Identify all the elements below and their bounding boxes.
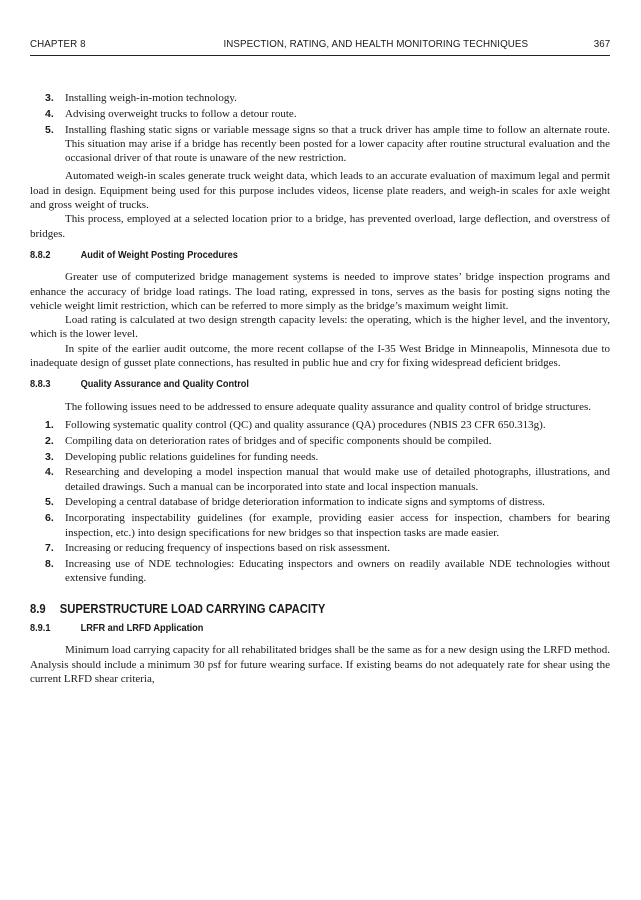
list-number: 3. bbox=[45, 450, 54, 463]
paragraph: Minimum load carrying capacity for all rehabilitated bridges shall be the same as for a new design using the LRFD method. Analysis should include a minimum 30 psf for future wearing surface. If existing beams do not adequately rate for shear using the current LRFD shear criteria, bbox=[30, 644, 610, 685]
list-number: 8. bbox=[45, 558, 54, 571]
list-text: Developing a central database of bridge deterioration information to indicate signs and symptoms of distress. bbox=[65, 496, 545, 509]
section-number: 8.9 bbox=[30, 601, 46, 616]
section-heading-8-9-1 bbox=[30, 622, 564, 636]
list-item bbox=[30, 541, 610, 555]
header-rule bbox=[30, 55, 610, 56]
list-text: Compiling data on deterioration rates of bridges and of specific components should be compiled. bbox=[65, 434, 492, 447]
list-number: 5. bbox=[45, 496, 54, 509]
section-number: 8.9.1 bbox=[30, 623, 51, 634]
list-text: Installing flashing static signs or variable message signs so that a truck driver has ample time to follow an alternate route. This situation may arise if a bridge has recently been posted for a lower capacity after routine structural evaluation and the occasional driver of that route is unaware of the new restriction. bbox=[65, 123, 610, 165]
section-title: SUPERSTRUCTURE LOAD CARRYING CAPACITY bbox=[59, 601, 326, 616]
paragraph: Greater use of computerized bridge management systems is needed to improve states’ bridge inspection programs and enhance the accuracy of bridge load ratings. The load rating, expressed in tons, serves as the basis for posting signs noting the vehicle weight limit restriction, which can be referred to more simply as the bridge’s maximum weight limit. bbox=[30, 271, 610, 312]
page bbox=[30, 38, 611, 685]
list-item bbox=[30, 418, 610, 432]
list-item bbox=[30, 434, 610, 448]
list-detour-measures bbox=[30, 91, 610, 165]
section-number: 8.8.2 bbox=[30, 249, 51, 261]
list-item bbox=[30, 465, 610, 494]
list-number: 4. bbox=[45, 107, 54, 120]
list-text: Increasing use of NDE technologies: Educating inspectors and owners on readily available NDE technologies without extensive funding. bbox=[65, 558, 610, 585]
paragraph: The following issues need to be addressed to ensure adequate quality assurance and quality control of bridge structures. bbox=[65, 400, 592, 413]
section-heading-8-8-2 bbox=[30, 249, 564, 263]
paragraph: In spite of the earlier audit outcome, the more recent collapse of the I-35 West Bridge in Minneapolis, Minnesota due to inadequate design of gusset plate connections, has resulted in public hue and cry for fixing widespread deficient bridges. bbox=[30, 342, 610, 370]
list-text: Incorporating inspectability guidelines (for example, providing easier access for inspection, chambers for bearing inspection, etc.) into design specifications for new bridges so that inspection tasks are made easier. bbox=[65, 512, 610, 539]
list-number: 5. bbox=[45, 123, 54, 136]
section-title: Quality Assurance and Quality Control bbox=[80, 379, 249, 391]
list-text: Following systematic quality control (QC) and quality assurance (QA) procedures (NBIS 23 CFR 650.313g). bbox=[65, 418, 546, 431]
paragraph: This process, employed at a selected location prior to a bridge, has prevented overload, large deflection, and overstress of bridges. bbox=[30, 213, 610, 240]
list-number: 2. bbox=[45, 434, 54, 447]
section-title: Audit of Weight Posting Procedures bbox=[80, 249, 238, 261]
list-text: Developing public relations guidelines for funding needs. bbox=[65, 450, 319, 463]
list-item bbox=[30, 450, 610, 464]
list-qa-qc-issues bbox=[30, 418, 610, 586]
list-number: 3. bbox=[45, 92, 54, 104]
list-number: 4. bbox=[45, 466, 54, 479]
section-number: 8.8.3 bbox=[30, 379, 51, 391]
section-heading-8-8-3 bbox=[30, 378, 564, 392]
list-item bbox=[30, 511, 610, 540]
page-number: 367 bbox=[593, 38, 611, 50]
paragraph: Load rating is calculated at two design strength capacity levels: the operating, which is the higher level, and the inventory, which is the lower level. bbox=[30, 314, 610, 341]
section-title: LRFR and LRFD Application bbox=[80, 623, 204, 634]
running-title: INSPECTION, RATING, AND HEALTH MONITORING TECHNIQUES bbox=[223, 38, 529, 50]
list-number: 1. bbox=[45, 418, 54, 431]
list-number: 6. bbox=[45, 512, 54, 525]
list-item bbox=[30, 107, 610, 121]
list-item bbox=[30, 123, 610, 166]
list-text: Installing weigh-in-motion technology. bbox=[65, 92, 237, 104]
list-number: 7. bbox=[45, 542, 54, 555]
list-text: Increasing or reducing frequency of inspections based on risk assessment. bbox=[65, 542, 391, 555]
list-item bbox=[30, 557, 610, 586]
running-header bbox=[30, 38, 610, 54]
list-text: Advising overweight trucks to follow a detour route. bbox=[65, 107, 297, 120]
paragraph: Automated weigh-in scales generate truck weight data, which leads to an accurate evaluation of maximum legal and permit load in design. Equipment being used for this purpose includes videos, license plate readers, and weigh-in scales for axle weight and gross weight of trucks. bbox=[30, 170, 610, 212]
list-item bbox=[30, 495, 610, 509]
list-item bbox=[30, 91, 610, 105]
chapter-label: CHAPTER 8 bbox=[30, 38, 86, 50]
page-body bbox=[30, 91, 610, 686]
list-text: Researching and developing a model inspection manual that would make use of detailed photographs, illustrations, and detailed drawings. Such a manual can be incorporated into state and local inspection manuals. bbox=[65, 466, 610, 493]
section-heading-8-9 bbox=[30, 602, 552, 616]
